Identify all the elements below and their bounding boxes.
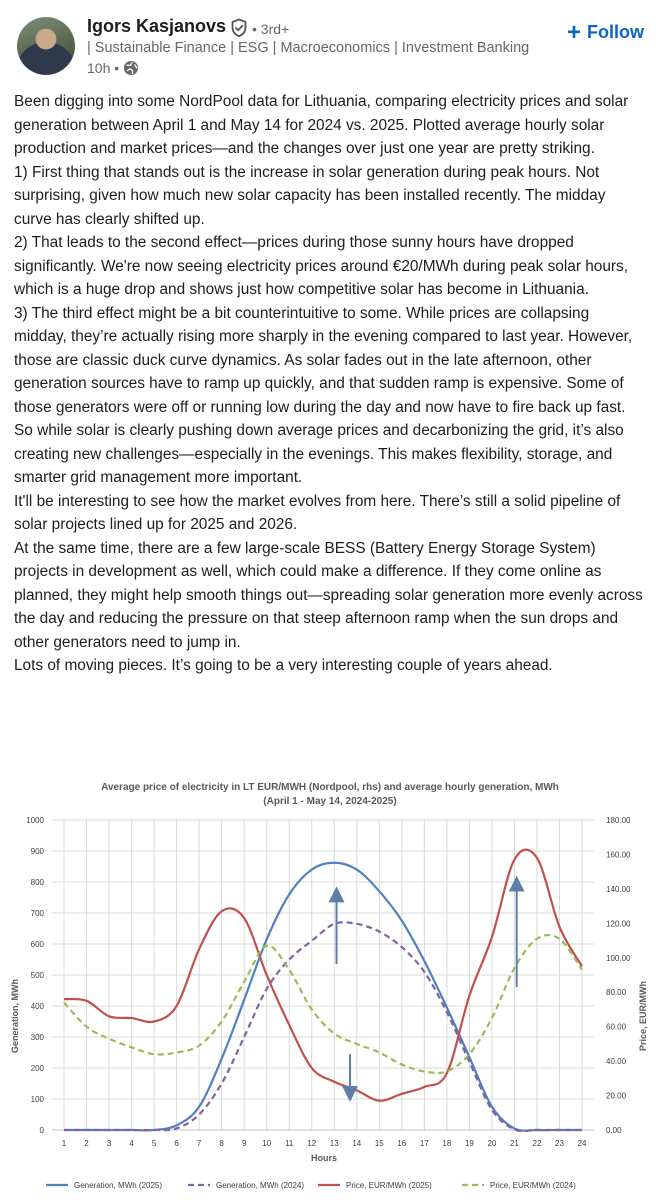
chart-subtitle: (April 1 - May 14, 2024-2025)	[263, 796, 397, 807]
post-paragraph: 3) The third effect might be a bit counterintuitive to some. While prices are collapsing midday, they’re actually rising more sharply in the evening compared to last year. However, those are classic duck curve dynamics. As solar fades out in the late afternoon, other generation sources have to ramp up quickly, and that sudden ramp is expensive. Some of those generators were off or running low during the day and now have to fire back up fast.	[14, 304, 633, 416]
x-tick-label: 22	[532, 1139, 542, 1148]
y-axis-label-right: Price, EUR/MWh	[638, 980, 648, 1052]
post-paragraph: 1) First thing that stands out is the increase in solar generation during peak hours. Not surprising, given how much new solar capacity has been installed recently. The midday curve has clearly shifted up.	[14, 163, 606, 228]
chart-image[interactable]	[0, 770, 656, 1200]
chart-title: Average price of electricity in LT EUR/MWH (Nordpool, rhs) and average hourly generation, MWh	[101, 782, 559, 793]
x-tick-label: 13	[329, 1139, 339, 1148]
line-chart	[0, 770, 656, 1200]
x-tick-label: 4	[129, 1139, 134, 1148]
x-tick-label: 8	[219, 1139, 224, 1148]
connection-degree: • 3rd+	[252, 21, 290, 37]
plus-icon: +	[566, 18, 581, 46]
y-tick-label-right: 180.00	[606, 816, 631, 825]
y-tick-label-right: 60.00	[606, 1022, 627, 1032]
x-axis-label: Hours	[310, 1153, 338, 1163]
post-body	[14, 90, 646, 678]
series-line-1	[64, 922, 582, 1131]
author-name[interactable]: Igors Kasjanovs	[87, 16, 227, 36]
y-tick-label-right: 40.00	[606, 1057, 627, 1067]
x-tick-label: 2	[84, 1139, 89, 1148]
post-paragraph: It'll be interesting to see how the market evolves from here. There’s still a solid pipeline of solar projects lined up for 2025 and 2026.	[14, 492, 621, 533]
series-line-3	[64, 935, 582, 1073]
x-tick-label: 24	[577, 1139, 587, 1148]
globe-icon	[123, 60, 139, 76]
y-tick-label-right: 100.00	[606, 953, 631, 963]
legend-label: Generation, MWh (2025)	[74, 1181, 163, 1190]
y-tick-label-right: 120.00	[606, 919, 631, 929]
author-headline: | Sustainable Finance | ESG | Macroeconomics | Investment Banking	[87, 40, 530, 56]
y-tick-label-right: 20.00	[606, 1091, 627, 1101]
y-tick-label-left: 400	[30, 1002, 44, 1011]
x-tick-label: 5	[151, 1139, 157, 1148]
x-tick-label: 11	[285, 1139, 294, 1148]
x-tick-label: 17	[419, 1139, 429, 1148]
y-tick-label-left: 500	[30, 971, 44, 980]
follow-label: Follow	[587, 22, 644, 42]
y-tick-label-left: 1000	[26, 816, 44, 825]
avatar[interactable]	[17, 17, 75, 75]
y-tick-label-right: 140.00	[606, 884, 631, 894]
post-paragraph: At the same time, there are a few large-scale BESS (Battery Energy Storage System) projects in development as well, which could make a difference. If they come online as planned, they might help smooth things out—spreading solar generation more evenly across the day and reducing the pressure on that steep afternoon ramp when the sun drops and other generators need to jump in.	[14, 539, 643, 651]
y-axis-label-left: Generation, MWh	[10, 979, 20, 1053]
legend-label: Generation, MWh (2024)	[216, 1181, 305, 1190]
x-tick-label: 20	[487, 1139, 497, 1148]
post-paragraph: 2) That leads to the second effect—prices during those sunny hours have dropped significantly. We're now seeing electricity prices around €20/MWh during peak solar hours, which is a huge drop and shows just how competitive solar has become in Lithuania.	[14, 234, 629, 298]
x-tick-label: 21	[509, 1139, 519, 1148]
y-tick-label-left: 200	[30, 1064, 44, 1073]
post-paragraph: So while solar is clearly pushing down average prices and decarbonizing the grid, it’s also creating new challenges—especially in the evenings. This makes flexibility, storage, and smarter grid management more important.	[14, 422, 624, 486]
y-tick-label-left: 800	[30, 878, 44, 887]
y-tick-label-right: 80.00	[606, 988, 627, 998]
y-tick-label-right: 160.00	[606, 850, 631, 860]
y-tick-label-left: 300	[30, 1033, 44, 1042]
post-meta	[87, 60, 139, 76]
y-tick-label-left: 600	[30, 940, 44, 949]
legend-label: Price, EUR/MWh (2024)	[490, 1181, 576, 1190]
y-tick-label-left: 900	[30, 847, 44, 856]
post-paragraph: Been digging into some NordPool data for Lithuania, comparing electricity prices and solar generation between April 1 and May 14 for 2024 vs. 2025. Plotted average hourly solar production and market prices—and the changes over just one year are pretty striking.	[14, 93, 629, 157]
x-tick-label: 6	[174, 1139, 179, 1148]
x-tick-label: 3	[106, 1139, 112, 1148]
x-tick-label: 18	[442, 1139, 452, 1148]
post-header	[0, 0, 656, 86]
y-tick-label-right: 0.00	[606, 1126, 622, 1135]
x-tick-label: 9	[241, 1139, 247, 1148]
verified-badge-icon	[229, 18, 249, 38]
y-tick-label-left: 100	[30, 1095, 44, 1104]
x-tick-label: 15	[374, 1139, 384, 1148]
x-tick-label: 16	[397, 1139, 407, 1148]
x-tick-label: 7	[196, 1139, 202, 1148]
post-paragraph: Lots of moving pieces. It’s going to be a very interesting couple of years ahead.	[14, 657, 553, 674]
x-tick-label: 14	[352, 1139, 362, 1148]
y-tick-label-left: 700	[30, 909, 44, 918]
x-tick-label: 19	[464, 1139, 474, 1148]
follow-button[interactable]	[566, 18, 644, 46]
post-time: 10h •	[87, 60, 120, 76]
x-tick-label: 1	[61, 1139, 67, 1148]
y-tick-label-left: 0	[39, 1126, 44, 1135]
x-tick-label: 23	[555, 1139, 564, 1148]
legend-label: Price, EUR/MWh (2025)	[346, 1181, 432, 1190]
x-tick-label: 10	[262, 1139, 272, 1148]
x-tick-label: 12	[307, 1139, 317, 1148]
series-line-0	[64, 863, 582, 1131]
